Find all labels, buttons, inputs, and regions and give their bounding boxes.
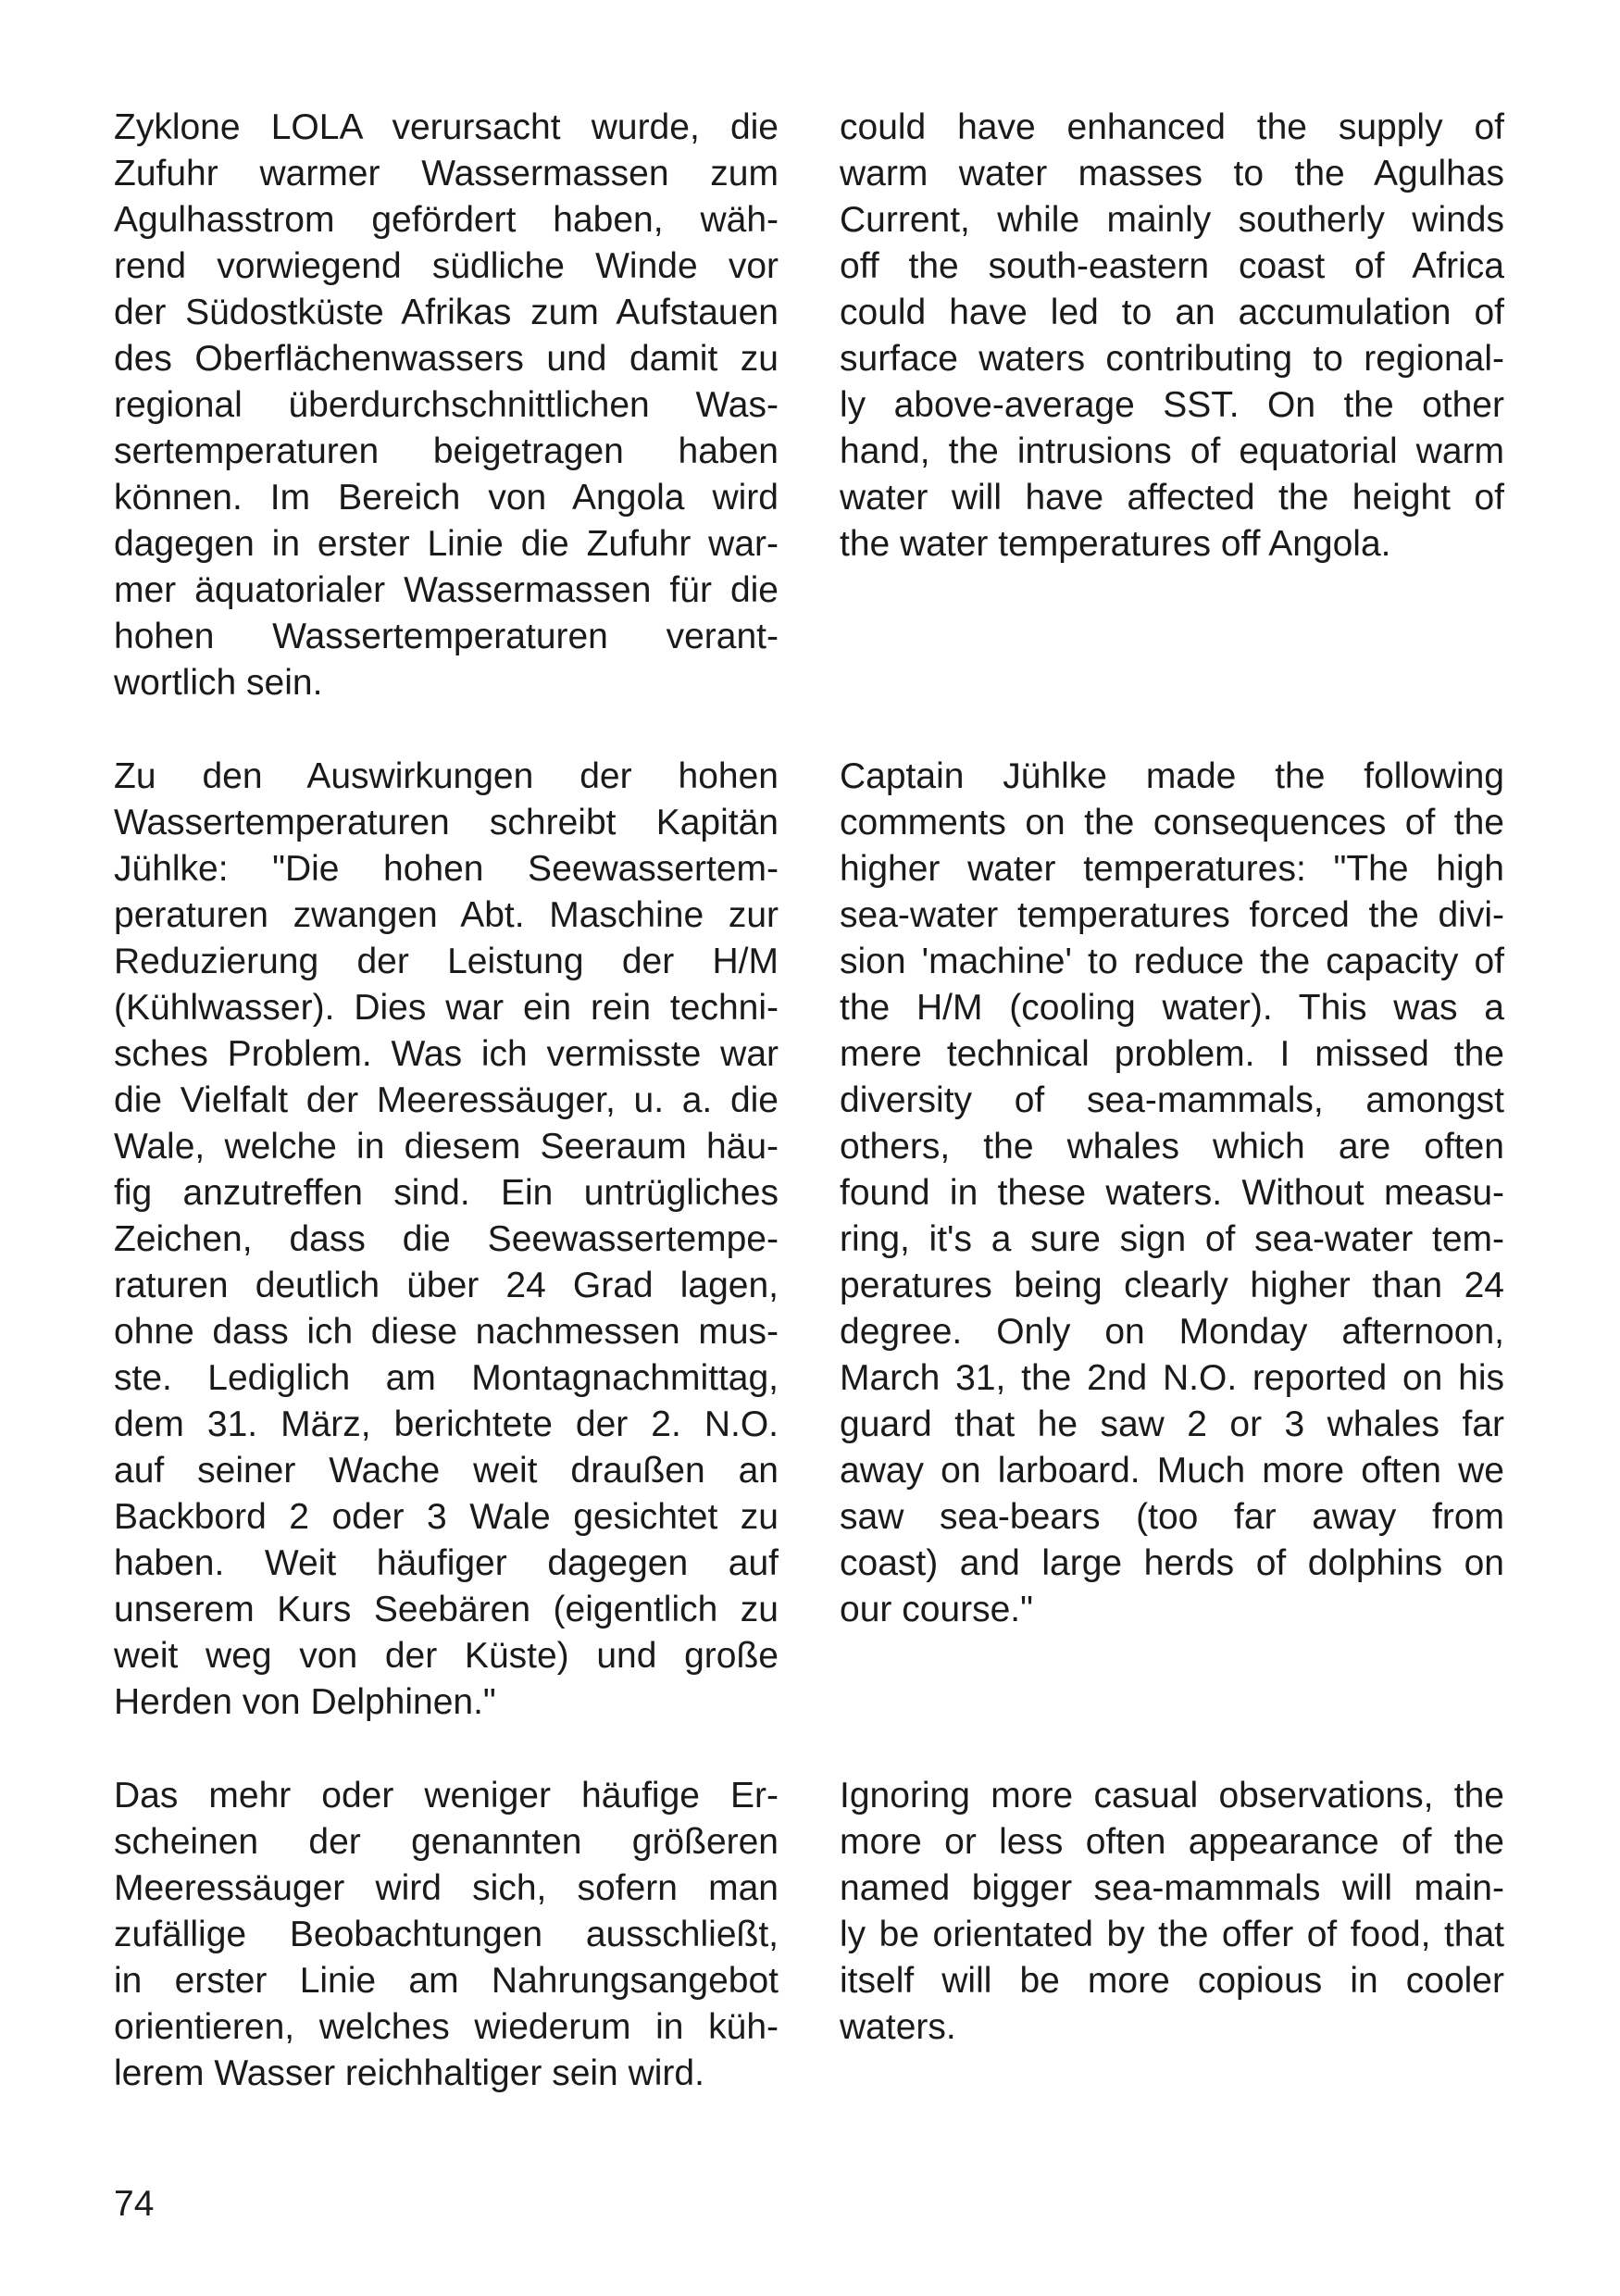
text-line: more or less often appearance of the [840,1822,1504,1862]
text-line: in erster Linie am Nahrungsangebot [114,1961,779,2001]
text-line: scheinen der genannten größeren [114,1822,779,1862]
text-line: warm water masses to the Agulhas [840,154,1504,193]
text-line: orientieren, welches wiederum in küh- [114,2007,779,2047]
english-paragraph-2 [840,754,1504,1633]
text-line: auf seiner Wache weit draußen an [114,1451,779,1491]
text-line: hand, the intrusions of equatorial warm [840,431,1504,471]
text-line: guard that he saw 2 or 3 whales far [840,1404,1504,1444]
text-line: Wale, welche in diesem Seeraum häu- [114,1127,779,1167]
text-line: off the south-eastern coast of Africa [840,246,1504,286]
text-line: der Südostküste Afrikas zum Aufstauen [114,293,779,332]
text-line: ring, it's a sure sign of sea-water tem- [840,1219,1504,1259]
text-line: dem 31. März, berichtete der 2. N.O. [114,1404,779,1444]
text-line: could have led to an accumulation of [840,293,1504,332]
text-line: Current, while mainly southerly winds [840,200,1504,240]
text-line: peratures being clearly higher than 24 [840,1266,1504,1305]
text-line: surface waters contributing to regional- [840,339,1504,379]
text-line: Herden von Delphinen." [114,1682,496,1722]
text-line: Das mehr oder weniger häufige Er- [114,1776,779,1816]
text-line: regional überdurchschnittlichen Was- [114,385,779,425]
text-line: können. Im Bereich von Angola wird [114,478,779,518]
text-line: the water temperatures off Angola. [840,524,1391,564]
text-line: weit weg von der Küste) und große [114,1636,779,1676]
text-line: unserem Kurs Seebären (eigentlich zu [114,1590,779,1629]
text-line: Backbord 2 oder 3 Wale gesichtet zu [114,1497,779,1537]
text-line: saw sea-bears (too far away from [840,1497,1504,1537]
text-line: Jühlke: "Die hohen Seewassertem- [114,849,779,889]
text-line: named bigger sea-mammals will main- [840,1868,1504,1908]
text-line: des Oberflächenwassers und damit zu [114,339,779,379]
text-line: Zu den Auswirkungen der hohen [114,756,779,796]
text-line: haben. Weit häufiger dagegen auf [114,1543,779,1583]
text-line: sertemperaturen beigetragen haben [114,431,779,471]
text-line: mere technical problem. I missed the [840,1034,1504,1074]
text-line: waters. [840,2007,956,2047]
german-paragraph-1 [114,105,779,706]
text-line: Captain Jühlke made the following [840,756,1504,796]
text-line: others, the whales which are often [840,1127,1504,1167]
page-number: 74 [114,2184,155,2224]
text-line: hohen Wassertemperaturen verant- [114,617,779,656]
text-line: Zeichen, dass die Seewassertempe- [114,1219,779,1259]
text-line: found in these waters. Without measu- [840,1173,1504,1213]
text-line: coast) and large herds of dolphins on [840,1543,1504,1583]
text-line: zufällige Beobachtungen ausschließt, [114,1915,779,1954]
text-line: itself will be more copious in cooler [840,1961,1504,2001]
text-line: diversity of sea-mammals, amongst [840,1080,1504,1120]
text-line: ly be orientated by the offer of food, that [840,1915,1504,1954]
german-paragraph-2 [114,754,779,1726]
text-line: higher water temperatures: "The high [840,849,1504,889]
text-line: our course." [840,1590,1033,1629]
text-line: Agulhasstrom gefördert haben, wäh- [114,200,779,240]
text-line: Zufuhr warmer Wassermassen zum [114,154,779,193]
text-line: ste. Lediglich am Montagnachmittag, [114,1358,779,1398]
text-line: degree. Only on Monday afternoon, [840,1312,1504,1352]
text-line: rend vorwiegend südliche Winde vor [114,246,779,286]
text-line: sches Problem. Was ich vermisste war [114,1034,779,1074]
text-line: raturen deutlich über 24 Grad lagen, [114,1266,779,1305]
text-line: lerem Wasser reichhaltiger sein wird. [114,2053,704,2093]
english-paragraph-1 [840,105,1504,568]
text-line: Ignoring more casual observations, the [840,1776,1504,1816]
text-line: Meeressäuger wird sich, sofern man [114,1868,779,1908]
text-line: away on larboard. Much more often we [840,1451,1504,1491]
text-line: sea-water temperatures forced the divi- [840,895,1504,935]
text-line: Reduzierung der Leistung der H/M [114,942,779,981]
text-line: (Kühlwasser). Dies war ein rein techni- [114,988,779,1028]
german-paragraph-3 [114,1773,779,2097]
text-line: fig anzutreffen sind. Ein untrügliches [114,1173,779,1213]
text-line: the H/M (cooling water). This was a [840,988,1504,1028]
text-line: Zyklone LOLA verursacht wurde, die [114,107,779,147]
english-paragraph-3 [840,1773,1504,2051]
text-line: sion 'machine' to reduce the capacity of [840,942,1504,981]
text-line: comments on the consequences of the [840,803,1504,842]
text-line: Wassertemperaturen schreibt Kapitän [114,803,779,842]
text-line: wortlich sein. [114,663,323,703]
text-line: dagegen in erster Linie die Zufuhr war- [114,524,779,564]
text-line: ohne dass ich diese nachmessen mus- [114,1312,779,1352]
text-line: ly above-average SST. On the other [840,385,1504,425]
text-line: peraturen zwangen Abt. Maschine zur [114,895,779,935]
text-line: mer äquatorialer Wassermassen für die [114,570,779,610]
text-line: March 31, the 2nd N.O. reported on his [840,1358,1504,1398]
text-line: die Vielfalt der Meeressäuger, u. a. die [114,1080,779,1120]
text-line: water will have affected the height of [840,478,1504,518]
text-line: could have enhanced the supply of [840,107,1504,147]
